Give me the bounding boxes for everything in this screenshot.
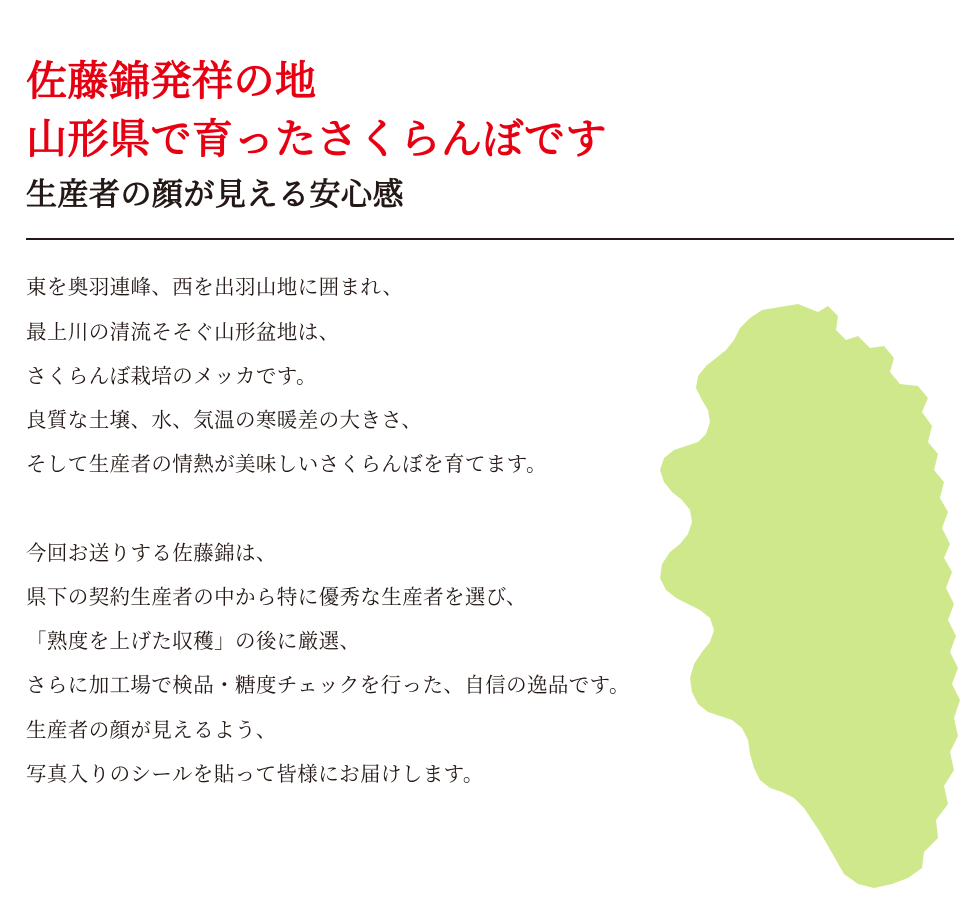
body-line: 生産者の顔が見えるよう、 <box>26 718 277 742</box>
page-subtitle: 生産者の顔が見える安心感 <box>26 177 404 213</box>
body-line: 県下の契約生産者の中から特に優秀な生産者を選び、 <box>26 585 527 609</box>
body-line: 今回お送りする佐藤錦は、 <box>26 541 277 565</box>
body-copy <box>26 266 954 797</box>
body-line: 東を奥羽連峰、西を出羽山地に囲まれ、 <box>26 276 404 300</box>
paragraph-product-description <box>26 532 954 798</box>
body-line: そして生産者の情熱が美味しいさくらんぼを育てます。 <box>26 453 547 477</box>
headline-line-1: 佐藤錦発祥の地 <box>26 58 317 104</box>
body-line: さくらんぼ栽培のメッカです。 <box>26 364 317 388</box>
page-title <box>26 52 954 168</box>
body-line: さらに加工場で検品・糖度チェックを行った、自信の逸品です。 <box>26 674 630 698</box>
body-line: 「熟度を上げた収穫」の後に厳選、 <box>26 630 361 654</box>
headline-line-2: 山形県で育ったさくらんぼです <box>26 116 607 163</box>
body-line: 写真入りのシールを貼って皆様にお届けします。 <box>26 762 484 786</box>
body-line: 最上川の清流そそぐ山形盆地は、 <box>26 320 340 344</box>
section-divider <box>26 238 954 240</box>
paragraph-region-description <box>26 266 954 487</box>
body-line: 良質な土壌、水、気温の寒暖差の大きさ、 <box>26 409 423 433</box>
